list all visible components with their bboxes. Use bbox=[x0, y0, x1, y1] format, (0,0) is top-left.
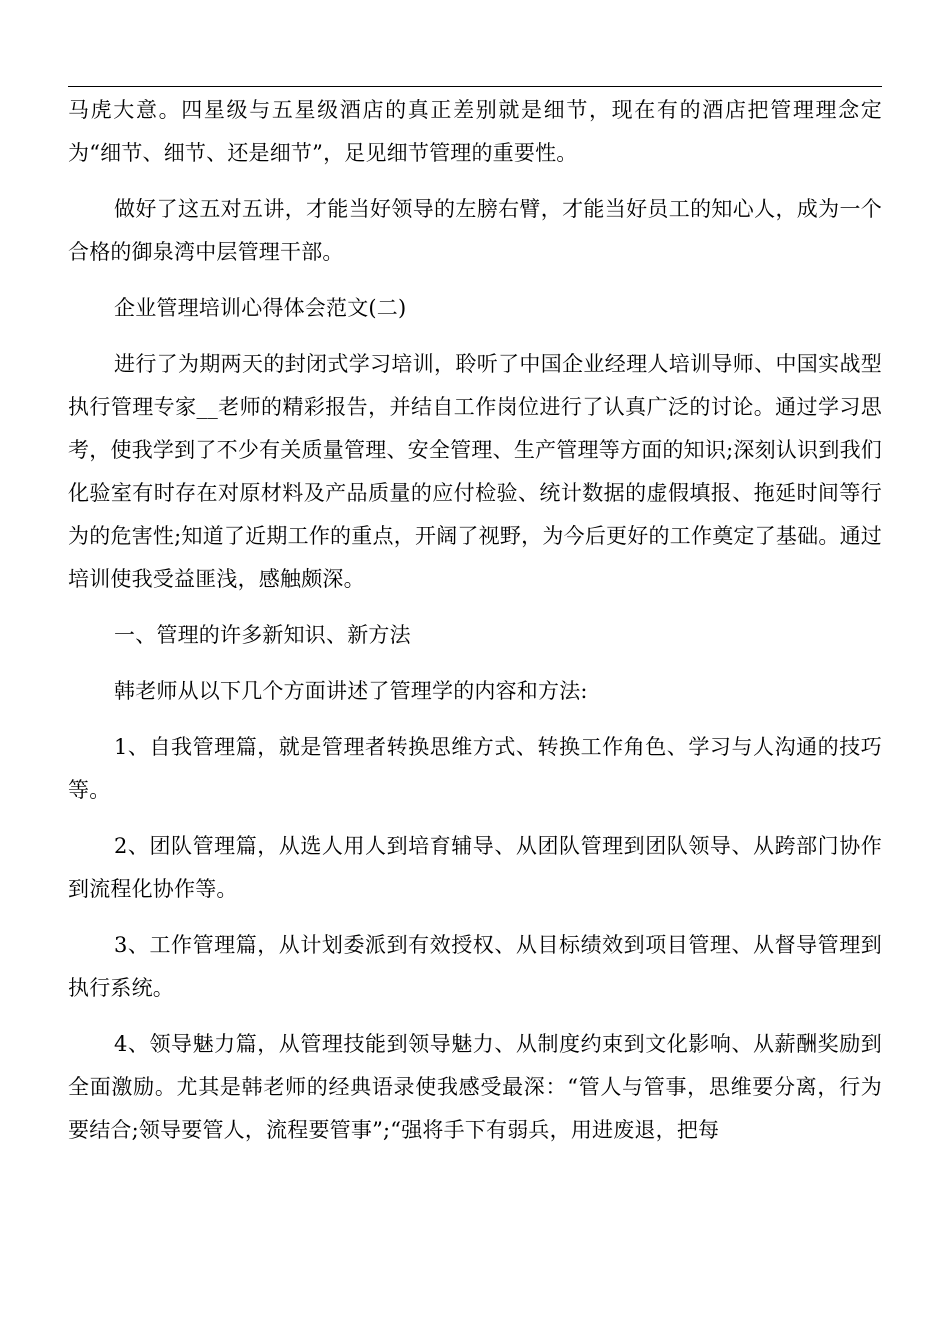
header-rule bbox=[68, 86, 882, 87]
paragraph-training-intro: 进行了为期两天的封闭式学习培训，聆听了中国企业经理人培训导师、中国实战型执行管理专家__老师的精彩报告，并结自工作岗位进行了认真广泛的讨论。通过学习思考，使我学到了不少有关质量管理、安全管理、生产管理等方面的知识;深刻认识到我们化验室有时存在对原材料及产品质量的应付检验、统计数据的虚假填报、拖延时间等行为的危害性;知道了近期工作的重点，开阔了视野，为今后更好的工作奠定了基础。通过培训使我受益匪浅，感触颇深。 bbox=[68, 352, 882, 591]
list-item-self-management: 1、自我管理篇，就是管理者转换思维方式、转换工作角色、学习与人沟通的技巧等。 bbox=[68, 735, 882, 802]
document-body bbox=[68, 89, 882, 1165]
list-item-work-management: 3、工作管理篇，从计划委派到有效授权、从目标绩效到项目管理、从督导管理到执行系统。 bbox=[68, 933, 882, 1000]
list-item-leadership: 4、领导魅力篇，从管理技能到领导魅力、从制度约束到文化影响、从薪酬奖励到全面激励。尤其是韩老师的经典语录使我感受最深：“管人与管事，思维要分离，行为要结合;领导要管人，流程要管事”;“强将手下有弱兵，用进废退，把每 bbox=[68, 1032, 882, 1142]
paragraph-five-points: 做好了这五对五讲，才能当好领导的左膀右臂，才能当好员工的知心人，成为一个合格的御泉湾中层管理干部。 bbox=[68, 197, 882, 264]
section-title: 企业管理培训心得体会范文(二) bbox=[114, 296, 407, 320]
paragraph-methods-intro: 韩老师从以下几个方面讲述了管理学的内容和方法: bbox=[114, 679, 588, 703]
section-heading-one: 一、管理的许多新知识、新方法 bbox=[114, 623, 411, 647]
paragraph-continuation: 马虎大意。四星级与五星级酒店的真正差别就是细节，现在有的酒店把管理理念定为“细节、细节、还是细节”，足见细节管理的重要性。 bbox=[68, 98, 882, 165]
list-item-team-management: 2、团队管理篇，从选人用人到培育辅导、从团队管理到团队领导、从跨部门协作到流程化协作等。 bbox=[68, 834, 882, 901]
